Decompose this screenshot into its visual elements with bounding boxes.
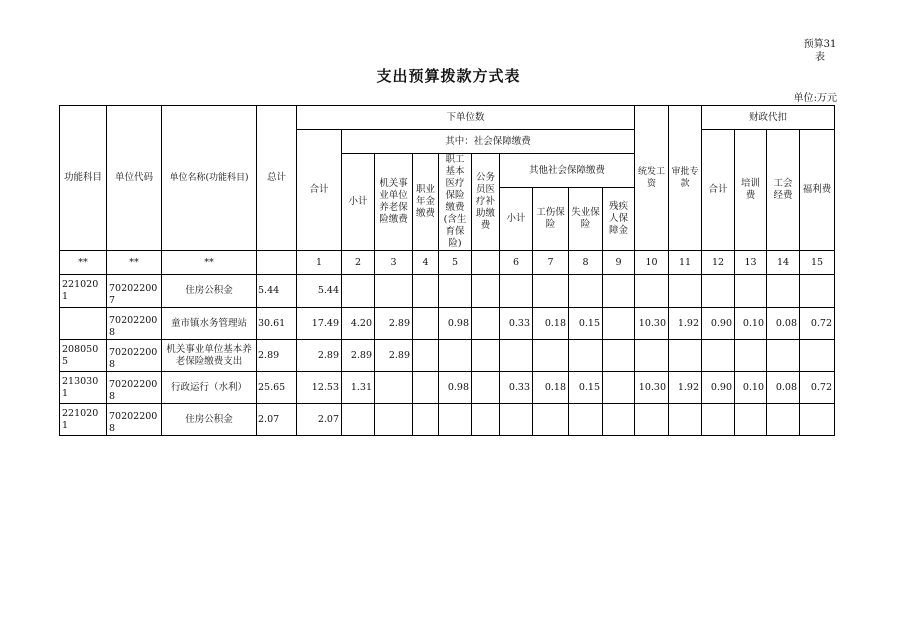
header-injury: 工伤保险 <box>533 188 569 251</box>
value-cell-c1: 17.49 <box>297 308 342 340</box>
value-cell-c3: 2.89 <box>375 340 413 372</box>
table-number-label: 预算31 表 <box>803 39 837 63</box>
unit-name-cell: 行政运行（水利） <box>162 372 257 404</box>
column-index-cell: 5 <box>439 251 472 275</box>
header-func-subject: 功能科目 <box>60 106 107 251</box>
unit-name-cell: 童市镇水务管理站 <box>162 308 257 340</box>
value-cell-c3 <box>375 404 413 436</box>
value-cell-c6: 0.33 <box>500 308 533 340</box>
value-cell-c14 <box>767 340 800 372</box>
header-approved-special: 审批专款 <box>669 106 702 251</box>
value-cell-c6 <box>500 275 533 308</box>
header-civil-medical: 公务员医疗补助缴费 <box>472 154 500 251</box>
value-cell-c8: 0.15 <box>569 372 603 404</box>
value-cell-c4 <box>413 372 439 404</box>
header-disabled: 残疾人保障金 <box>603 188 635 251</box>
value-cell-c7 <box>533 275 569 308</box>
value-cell-c12 <box>702 340 735 372</box>
value-cell-c4 <box>413 308 439 340</box>
value-cell-c1: 2.07 <box>297 404 342 436</box>
value-cell-c4 <box>413 340 439 372</box>
value-cell-c10 <box>635 275 669 308</box>
unit-code-cell: 702022008 <box>107 404 162 436</box>
value-cell-c15 <box>800 340 835 372</box>
func-subject-cell: 2210201 <box>60 404 107 436</box>
value-cell-c11 <box>669 275 702 308</box>
header-other-social: 其他社会保障缴费 <box>500 154 635 188</box>
column-index-cell: 1 <box>297 251 342 275</box>
column-index-cell: ** <box>60 251 107 275</box>
value-cell-c6 <box>500 404 533 436</box>
column-index-cell: ** <box>162 251 257 275</box>
column-index-cell: 10 <box>635 251 669 275</box>
column-index-cell: 12 <box>702 251 735 275</box>
unit-name-cell: 住房公积金 <box>162 275 257 308</box>
header-fiscal-direct: 财政代扣 <box>702 106 835 130</box>
column-index-cell: 15 <box>800 251 835 275</box>
value-cell-c3 <box>375 275 413 308</box>
value-cell-c5b <box>472 404 500 436</box>
value-cell-c13 <box>735 275 767 308</box>
value-cell-c14: 0.08 <box>767 308 800 340</box>
func-subject-cell: 2210201 <box>60 275 107 308</box>
table-row <box>60 372 835 404</box>
value-cell-c10: 10.30 <box>635 372 669 404</box>
value-cell-c14 <box>767 275 800 308</box>
value-cell-c7 <box>533 340 569 372</box>
column-index-cell: 3 <box>375 251 413 275</box>
value-cell-c15 <box>800 404 835 436</box>
total-cell: 25.65 <box>257 372 297 404</box>
header-medical: 职工基本医疗保险缴费(含生育保险) <box>439 154 472 251</box>
value-cell-c11 <box>669 340 702 372</box>
total-cell: 2.89 <box>257 340 297 372</box>
header-pension: 机关事业单位养老保险缴费 <box>375 154 413 251</box>
unit-code-cell: 702022008 <box>107 308 162 340</box>
total-cell: 30.61 <box>257 308 297 340</box>
column-index-cell: 4 <box>413 251 439 275</box>
value-cell-c5b <box>472 372 500 404</box>
header-welfare: 福利费 <box>800 130 835 251</box>
value-cell-c9 <box>603 404 635 436</box>
value-cell-c2: 2.89 <box>342 340 375 372</box>
expenditure-table <box>59 105 835 436</box>
value-cell-c9 <box>603 340 635 372</box>
value-cell-c2: 1.31 <box>342 372 375 404</box>
value-cell-c5: 0.98 <box>439 308 472 340</box>
value-cell-c3 <box>375 372 413 404</box>
value-cell-c7: 0.18 <box>533 308 569 340</box>
column-index-cell: 13 <box>735 251 767 275</box>
value-cell-c11: 1.92 <box>669 308 702 340</box>
total-cell: 5.44 <box>257 275 297 308</box>
column-index-cell: 11 <box>669 251 702 275</box>
value-cell-c5b <box>472 340 500 372</box>
value-cell-c4 <box>413 404 439 436</box>
header-sub-total: 合计 <box>297 130 342 251</box>
column-index-cell: 2 <box>342 251 375 275</box>
value-cell-c8 <box>569 404 603 436</box>
value-cell-c7 <box>533 404 569 436</box>
unit-code-cell: 702022007 <box>107 275 162 308</box>
value-cell-c2: 4.20 <box>342 308 375 340</box>
header-of-which-social: 其中：社会保障缴费 <box>342 130 635 154</box>
value-cell-c6: 0.33 <box>500 372 533 404</box>
value-cell-c13 <box>735 340 767 372</box>
value-cell-c12 <box>702 404 735 436</box>
func-subject-cell: 2080505 <box>60 340 107 372</box>
unit-code-cell: 702022008 <box>107 372 162 404</box>
value-cell-c7: 0.18 <box>533 372 569 404</box>
value-cell-c15 <box>800 275 835 308</box>
value-cell-c10 <box>635 404 669 436</box>
value-cell-c4 <box>413 275 439 308</box>
value-cell-c1: 2.89 <box>297 340 342 372</box>
header-unified-salary: 统发工资 <box>635 106 669 251</box>
header-unemployment: 失业保险 <box>569 188 603 251</box>
value-cell-c5b <box>472 275 500 308</box>
value-cell-c13 <box>735 404 767 436</box>
value-cell-c8 <box>569 275 603 308</box>
column-index-cell: 6 <box>500 251 533 275</box>
value-cell-c9 <box>603 308 635 340</box>
value-cell-c9 <box>603 275 635 308</box>
header-total: 总计 <box>257 106 297 251</box>
column-index-cell <box>257 251 297 275</box>
value-cell-c14 <box>767 404 800 436</box>
value-cell-c1: 5.44 <box>297 275 342 308</box>
unit-name-cell: 机关事业单位基本养老保险缴费支出 <box>162 340 257 372</box>
page-title: 支出预算拨款方式表 <box>376 67 521 85</box>
table-row <box>60 275 835 308</box>
header-unit-code: 单位代码 <box>107 106 162 251</box>
value-cell-c2 <box>342 404 375 436</box>
value-cell-c8: 0.15 <box>569 308 603 340</box>
value-cell-c1: 12.53 <box>297 372 342 404</box>
value-cell-c10: 10.30 <box>635 308 669 340</box>
unit-name-cell: 住房公积金 <box>162 404 257 436</box>
unit-label: 单位:万元 <box>793 93 837 104</box>
value-cell-c2 <box>342 275 375 308</box>
column-index-cell: 7 <box>533 251 569 275</box>
header-union: 工会经费 <box>767 130 800 251</box>
value-cell-c9 <box>603 372 635 404</box>
value-cell-c5 <box>439 404 472 436</box>
value-cell-c15: 0.72 <box>800 308 835 340</box>
header-other-subtotal: 小计 <box>500 188 533 251</box>
func-subject-cell: 2130301 <box>60 372 107 404</box>
value-cell-c10 <box>635 340 669 372</box>
value-cell-c12 <box>702 275 735 308</box>
value-cell-c5: 0.98 <box>439 372 472 404</box>
column-index-cell: ** <box>107 251 162 275</box>
value-cell-c5b <box>472 308 500 340</box>
column-index-cell <box>472 251 500 275</box>
value-cell-c5 <box>439 340 472 372</box>
value-cell-c12: 0.90 <box>702 372 735 404</box>
value-cell-c14: 0.08 <box>767 372 800 404</box>
total-cell: 2.07 <box>257 404 297 436</box>
value-cell-c12: 0.90 <box>702 308 735 340</box>
unit-code-cell: 702022008 <box>107 340 162 372</box>
value-cell-c13: 0.10 <box>735 372 767 404</box>
column-index-cell: 14 <box>767 251 800 275</box>
func-subject-cell <box>60 308 107 340</box>
value-cell-c15: 0.72 <box>800 372 835 404</box>
header-training: 培训费 <box>735 130 767 251</box>
column-index-row <box>60 251 835 275</box>
header-fiscal-total: 合计 <box>702 130 735 251</box>
value-cell-c13: 0.10 <box>735 308 767 340</box>
value-cell-c5 <box>439 275 472 308</box>
value-cell-c3: 2.89 <box>375 308 413 340</box>
table-row <box>60 308 835 340</box>
value-cell-c11 <box>669 404 702 436</box>
table-row <box>60 404 835 436</box>
value-cell-c11: 1.92 <box>669 372 702 404</box>
header-sub-subtotal: 小计 <box>342 154 375 251</box>
value-cell-c8 <box>569 340 603 372</box>
header-annuity: 职业年金缴费 <box>413 154 439 251</box>
column-index-cell: 8 <box>569 251 603 275</box>
table-row <box>60 340 835 372</box>
column-index-cell: 9 <box>603 251 635 275</box>
value-cell-c6 <box>500 340 533 372</box>
header-unit-name: 单位名称(功能科目) <box>162 106 257 251</box>
header-subordinate: 下单位数 <box>297 106 635 130</box>
